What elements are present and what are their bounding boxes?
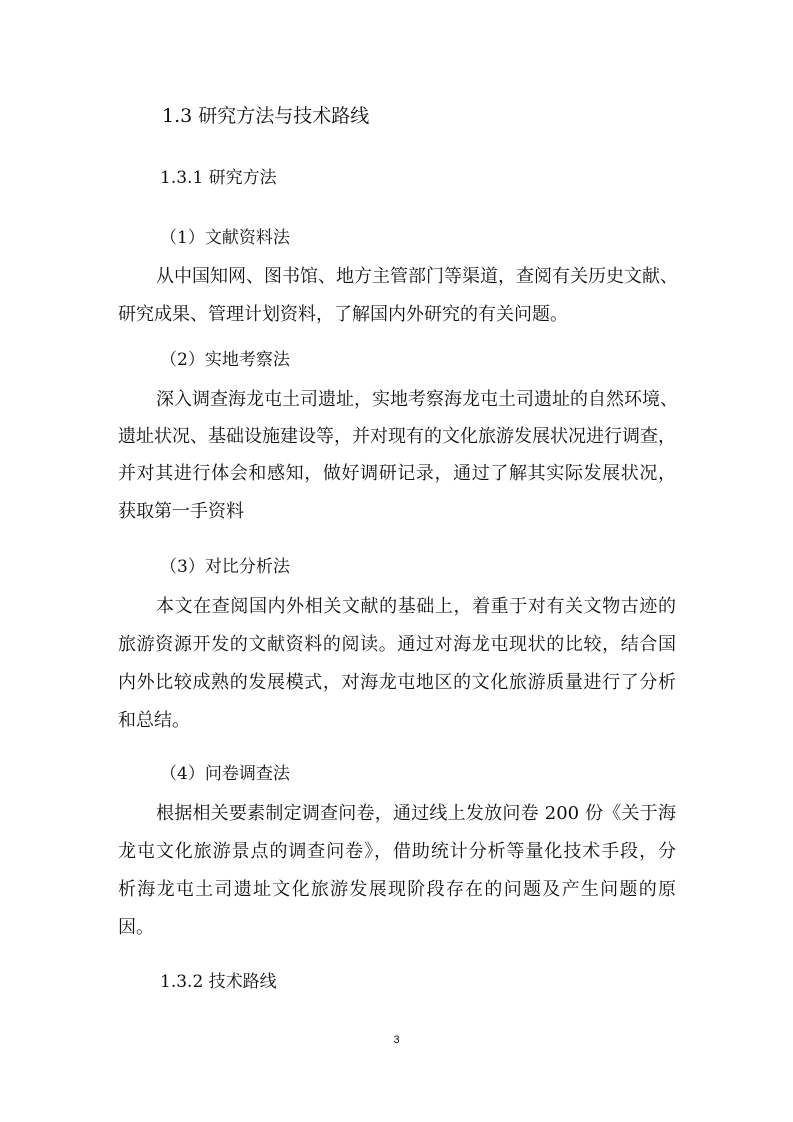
method-4-paragraph	[118, 802, 676, 940]
paragraph-line: 和总结。	[118, 710, 190, 731]
method-2-paragraph	[118, 388, 676, 524]
paragraph-line: 遗址状况、基础设施建设等，并对现有的文化旅游发展状况进行调查，	[118, 426, 676, 447]
method-1-paragraph	[118, 265, 676, 327]
method-4-title: （4）问卷调查法	[160, 764, 290, 784]
paragraph-line: 内外比较成熟的发展模式，对海龙屯地区的文化旅游质量进行了分析	[118, 672, 676, 693]
page-number: 3	[393, 1034, 400, 1046]
subsection-title-research-methods: 1.3.1 研究方法	[160, 168, 277, 188]
paragraph-line: 因。	[118, 917, 154, 938]
paragraph-line: 本文在查阅国内外相关文献的基础上，着重于对有关文物古迹的	[156, 596, 676, 617]
paragraph-line: 研究成果、管理计划资料，了解国内外研究的有关问题。	[118, 304, 568, 325]
paragraph-line: 获取第一手资料	[118, 501, 244, 522]
section-title: 1.3 研究方法与技术路线	[162, 105, 370, 127]
paragraph-line: 根据相关要素制定调查问卷，通过线上发放问卷 200 份《关于海	[156, 803, 676, 824]
paragraph-line: 并对其进行体会和感知，做好调研记录，通过了解其实际发展状况，	[118, 463, 676, 484]
paragraph-line: 析海龙屯土司遗址文化旅游发展现阶段存在的问题及产生问题的原	[118, 879, 676, 900]
method-3-title: （3）对比分析法	[160, 557, 290, 577]
paragraph-line: 从中国知网、图书馆、地方主管部门等渠道，查阅有关历史文献、	[156, 266, 678, 287]
paragraph-line: 旅游资源开发的文献资料的阅读。通过对海龙屯现状的比较，结合国	[118, 634, 676, 655]
paragraph-line: 深入调查海龙屯土司遗址，实地考察海龙屯土司遗址的自然环境、	[156, 389, 678, 410]
method-3-paragraph	[118, 595, 676, 733]
method-2-title: （2）实地考察法	[160, 350, 290, 370]
subsection-title-technical-route: 1.3.2 技术路线	[160, 972, 277, 992]
paragraph-line: 龙屯文化旅游景点的调查问卷》，借助统计分析等量化技术手段，分	[118, 841, 676, 862]
method-1-title: （1）文献资料法	[160, 228, 290, 248]
